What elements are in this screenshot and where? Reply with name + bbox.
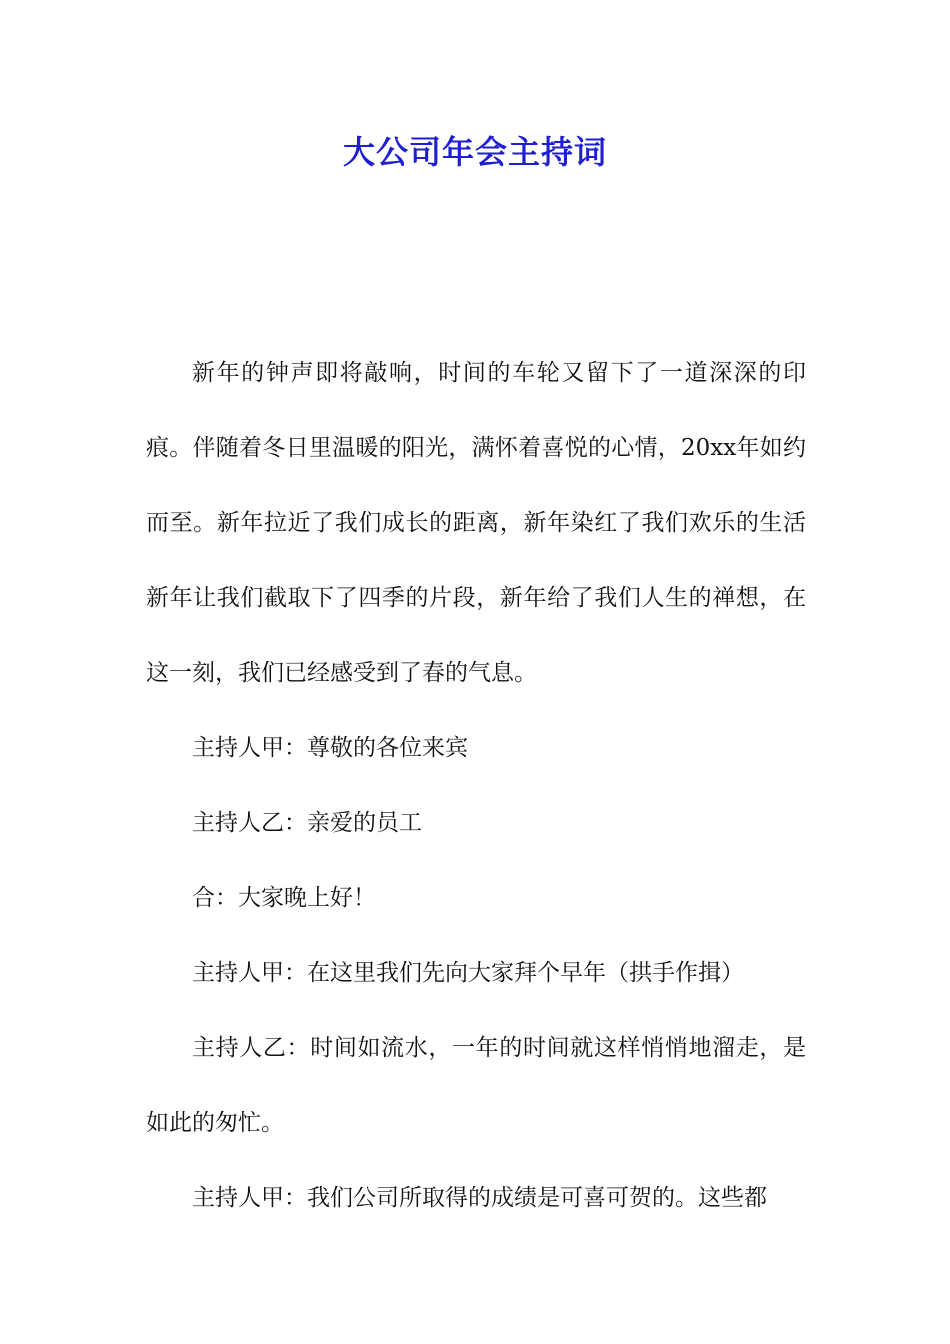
paragraph-host-a-new-year: 主持人甲：在这里我们先向大家拜个早年（拱手作揖） bbox=[192, 960, 744, 986]
paragraph-host-b-greeting: 主持人乙：亲爱的员工 bbox=[192, 810, 422, 836]
paragraph-intro: 新年的钟声即将敲响，时间的车轮又留下了一道深深的印痕。伴随着冬日里温暖的阳光，满怀着喜悦的心情，20xx年如约而至。新年拉近了我们成长的距离，新年染红了我们欢乐的生活新年让我们截取下了四季的片段，新年给了我们人生的禅想，在这一刻，我们已经感受到了春的气息。 bbox=[146, 360, 806, 686]
paragraph-host-b-time: 主持人乙：时间如流水，一年的时间就这样悄悄地溜走，是如此的匆忙。 bbox=[146, 1035, 806, 1136]
document-title: 大公司年会主持词 bbox=[342, 133, 607, 171]
document-body bbox=[146, 336, 806, 1236]
paragraph-together-greeting: 合：大家晚上好！ bbox=[192, 885, 376, 911]
paragraph-host-a-achievements: 主持人甲：我们公司所取得的成绩是可喜可贺的。这些都 bbox=[192, 1185, 767, 1211]
paragraph-host-a-greeting: 主持人甲：尊敬的各位来宾 bbox=[192, 735, 468, 761]
